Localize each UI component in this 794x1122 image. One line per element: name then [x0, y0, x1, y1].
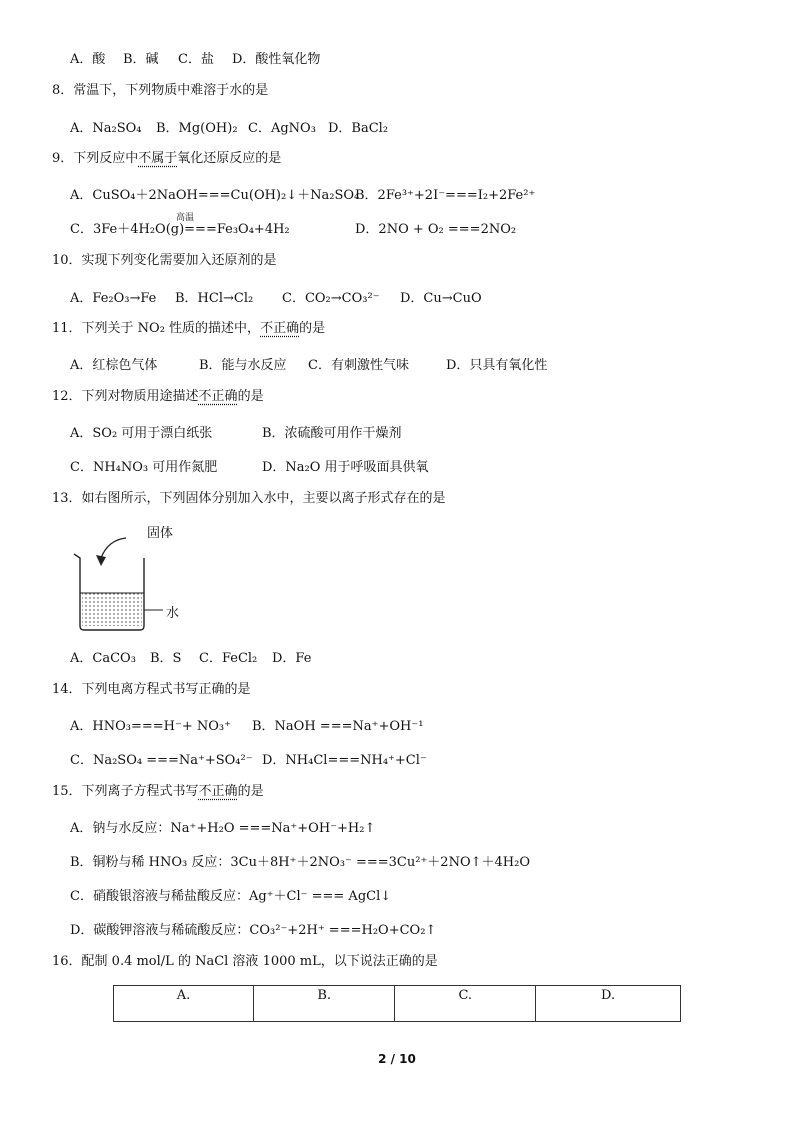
page-number: 2 / 10	[378, 1052, 416, 1066]
q10-option-b: B．HCl→Cl₂	[175, 291, 254, 306]
q13-stem: 13．如右图所示，下列固体分别加入水中，主要以离子形式存在的是	[52, 491, 446, 506]
q12-stem-pre: 12．下列对物质用途描述	[52, 389, 199, 404]
beaker-diagram	[60, 520, 220, 635]
q15-stem	[52, 783, 264, 801]
q13-option-d: D．Fe	[272, 651, 312, 666]
q10-option-a: A．Fe₂O₃→Fe	[70, 291, 157, 306]
q11-stem-emphasis: 不正确	[260, 321, 300, 336]
label-solid: 固体	[147, 526, 174, 541]
q15-option-a: A．钠与水反应：Na⁺+H₂O ===Na⁺+OH⁻+H₂↑	[70, 821, 376, 836]
q11-option-c: C．有刺激性气味	[308, 358, 409, 373]
q9-option-b: B．2Fe³⁺+2I⁻===I₂+2Fe²⁺	[355, 188, 536, 203]
q15-stem-emphasis: 不正确	[198, 784, 238, 799]
table-cell-c: C.	[395, 986, 536, 1022]
q10-option-d: D．Cu→CuO	[400, 291, 482, 306]
q15-stem-post: 的是	[237, 784, 264, 799]
q14-option-c: C．Na₂SO₄ ===Na⁺+SO₄²⁻	[70, 753, 253, 768]
q16-options-table	[113, 985, 681, 1022]
q14-option-d: D．NH₄Cl===NH₄⁺+Cl⁻	[262, 753, 427, 768]
q9-stem-post: 氧化还原反应的是	[177, 151, 282, 166]
q13-option-b: B．S	[150, 651, 182, 666]
q7-option-b: B．碱	[123, 52, 159, 67]
table-cell-d: D.	[536, 986, 681, 1022]
q15-option-c: C．硝酸银溶液与稀盐酸反应：Ag⁺＋Cl⁻ === AgCl↓	[70, 889, 392, 904]
q11-option-d: D．只具有氧化性	[446, 358, 548, 373]
q11-option-b: B．能与水反应	[199, 358, 287, 373]
q12-option-c: C．NH₄NO₃ 可用作氮肥	[70, 460, 218, 475]
table-row	[114, 986, 681, 1022]
solid-arrow-head	[96, 555, 106, 566]
q11-option-a: A．红棕色气体	[70, 358, 158, 373]
q15-option-d: D．碳酸钾溶液与稀硫酸反应：CO₃²⁻+2H⁺ ===H₂O+CO₂↑	[70, 923, 437, 938]
q12-option-d: D．Na₂O 用于呼吸面具供氧	[262, 460, 429, 475]
q14-option-b: B．NaOH ===Na⁺+OH⁻¹	[252, 719, 424, 734]
q10-stem: 10．实现下列变化需要加入还原剂的是	[52, 253, 277, 268]
q9-stem	[52, 150, 281, 168]
q16-stem: 16．配制 0.4 mol/L 的 NaCl 溶液 1000 mL，以下说法正确的是	[52, 954, 438, 969]
q12-stem-emphasis: 不正确	[198, 389, 238, 404]
q9-option-c: C．3Fe＋4H₂O(g)===Fe₃O₄+4H₂	[70, 222, 290, 237]
q9-reaction-condition: 高温	[176, 213, 195, 223]
q11-stem-post: 的是	[299, 321, 326, 336]
solid-arrow	[101, 538, 126, 558]
q13-option-a: A．CaCO₃	[70, 651, 136, 666]
q7-option-d: D．酸性氧化物	[232, 52, 321, 67]
q8-option-b: B．Mg(OH)₂	[156, 121, 238, 136]
q7-option-c: C．盐	[178, 52, 214, 67]
q12-option-a: A．SO₂ 可用于漂白纸张	[70, 426, 213, 441]
q9-option-d: D．2NO + O₂ ===2NO₂	[355, 222, 517, 237]
q11-stem-pre: 11．下列关于 NO₂ 性质的描述中，	[52, 321, 261, 336]
q15-stem-pre: 15．下列离子方程式书写	[52, 784, 199, 799]
q7-option-a: A．酸	[70, 52, 106, 67]
label-water: 水	[166, 606, 180, 621]
q8-option-c: C．AgNO₃	[248, 121, 316, 136]
q12-stem	[52, 388, 264, 406]
table-cell-b: B.	[254, 986, 395, 1022]
q14-option-a: A．HNO₃===H⁻+ NO₃⁺	[70, 719, 231, 734]
q11-stem	[52, 320, 325, 338]
q8-stem: 8．常温下，下列物质中难溶于水的是	[52, 83, 269, 98]
q15-option-b: B．铜粉与稀 HNO₃ 反应：3Cu＋8H⁺＋2NO₃⁻ ===3Cu²⁺＋2NO↑＋4H₂O	[70, 855, 530, 870]
q8-option-a: A．Na₂SO₄	[70, 121, 142, 136]
q10-option-c: C．CO₂→CO₃²⁻	[282, 291, 380, 306]
q9-stem-emphasis: 不属于	[138, 151, 178, 166]
q8-option-d: D．BaCl₂	[328, 121, 389, 136]
q9-option-a: A．CuSO₄＋2NaOH===Cu(OH)₂↓＋Na₂SO₄	[70, 188, 360, 203]
q12-option-b: B．浓硫酸可用作干燥剂	[262, 426, 402, 441]
water-fill	[82, 593, 142, 626]
q14-stem: 14．下列电离方程式书写正确的是	[52, 682, 251, 697]
q13-option-c: C．FeCl₂	[199, 651, 258, 666]
q12-stem-post: 的是	[237, 389, 264, 404]
q9-stem-pre: 9．下列反应中	[52, 151, 139, 166]
table-cell-a: A.	[114, 986, 254, 1022]
